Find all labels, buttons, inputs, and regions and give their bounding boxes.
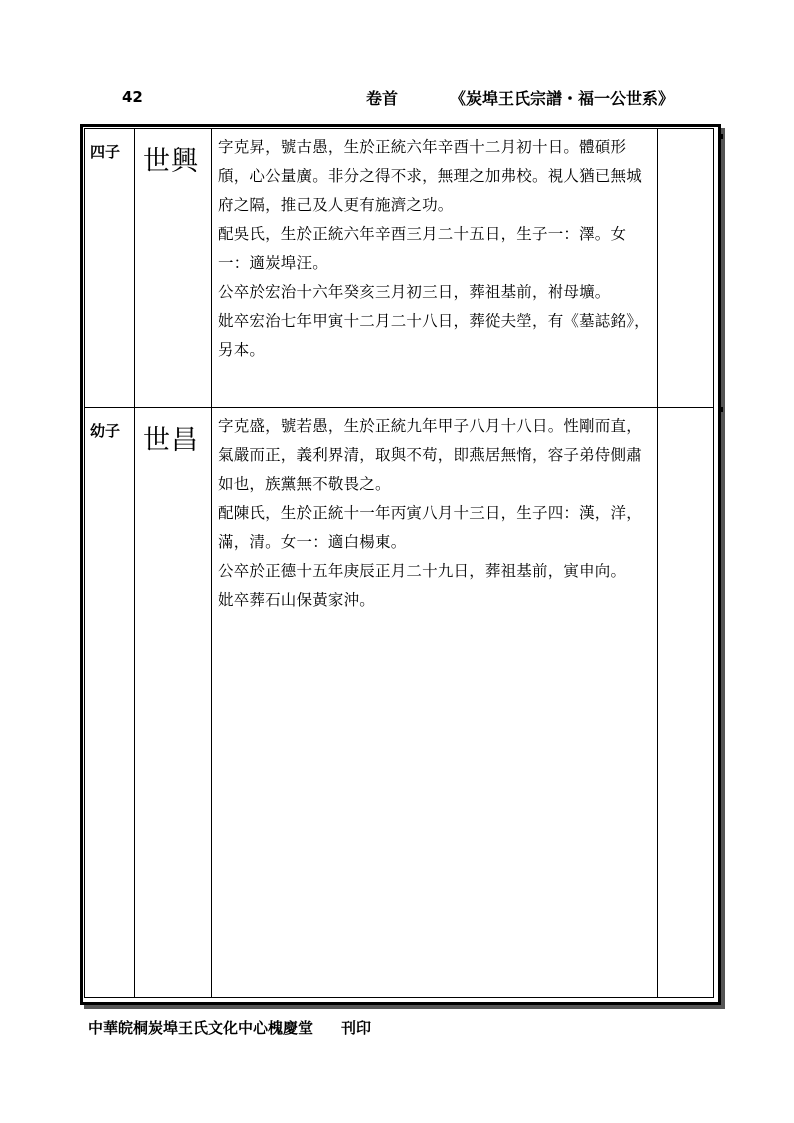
frame-corner-mark xyxy=(718,407,723,412)
biography-paragraph: 妣卒宏治七年甲寅十二月二十八日，葬從夫塋，有《墓誌銘》，另本。 xyxy=(218,312,650,359)
person-name: 世昌 xyxy=(143,425,199,456)
page-header xyxy=(0,84,794,110)
notes-cell xyxy=(658,408,714,998)
printed-label: 刊印 xyxy=(341,1019,372,1037)
page-number: 42 xyxy=(122,88,143,106)
biography-paragraph: 配陳氏，生於正統十一年丙寅八月十三日，生子四：漢，洋，滿，清。女一：適白楊東。 xyxy=(218,504,642,551)
publisher-name: 中華皖桐炭埠王氏文化中心槐慶堂 xyxy=(88,1019,314,1037)
volume-label: 卷首 xyxy=(366,89,399,108)
biography-paragraph: 字克盛，號若愚，生於正統九年甲子八月十八日。性剛而直，氣嚴而正，義利界清，取與不苟，即燕居無惰，容子弟侍側肅如也，族黨無不敬畏之。 xyxy=(218,417,642,493)
entry-row xyxy=(85,129,714,408)
person-name: 世興 xyxy=(143,146,199,177)
biography-paragraph: 字克昇，號古愚，生於正統六年辛酉十二月初十日。體碩形頎，心公量廣。非分之得不求，無理之加弗校。視人猶已無城府之隔，推己及人更有施濟之功。 xyxy=(218,138,642,214)
rank-label: 四子 xyxy=(90,143,121,161)
entry-row xyxy=(85,408,714,998)
genealogy-table xyxy=(84,128,714,998)
rank-cell xyxy=(85,129,135,408)
frame-corner-mark xyxy=(718,134,723,139)
biography-paragraph: 妣卒葬石山保黃家沖。 xyxy=(218,591,376,609)
page-footer xyxy=(88,1017,371,1038)
biography-cell xyxy=(212,408,658,998)
notes-cell xyxy=(658,129,714,408)
name-cell xyxy=(135,408,212,998)
rank-label: 幼子 xyxy=(90,422,121,440)
rank-cell xyxy=(85,408,135,998)
name-cell xyxy=(135,129,212,408)
biography-paragraph: 公卒於宏治十六年癸亥三月初三日，葬祖基前，祔母壙。 xyxy=(218,283,611,301)
book-title: 《炭埠王氏宗譜・福一公世系》 xyxy=(450,89,675,108)
biography-cell xyxy=(212,129,658,408)
biography-paragraph: 公卒於正德十五年庚辰正月二十九日，葬祖基前，寅申向。 xyxy=(218,562,627,580)
biography-paragraph: 配吳氏，生於正統六年辛酉三月二十五日，生子一：澤。女一：適炭埠汪。 xyxy=(218,225,627,272)
